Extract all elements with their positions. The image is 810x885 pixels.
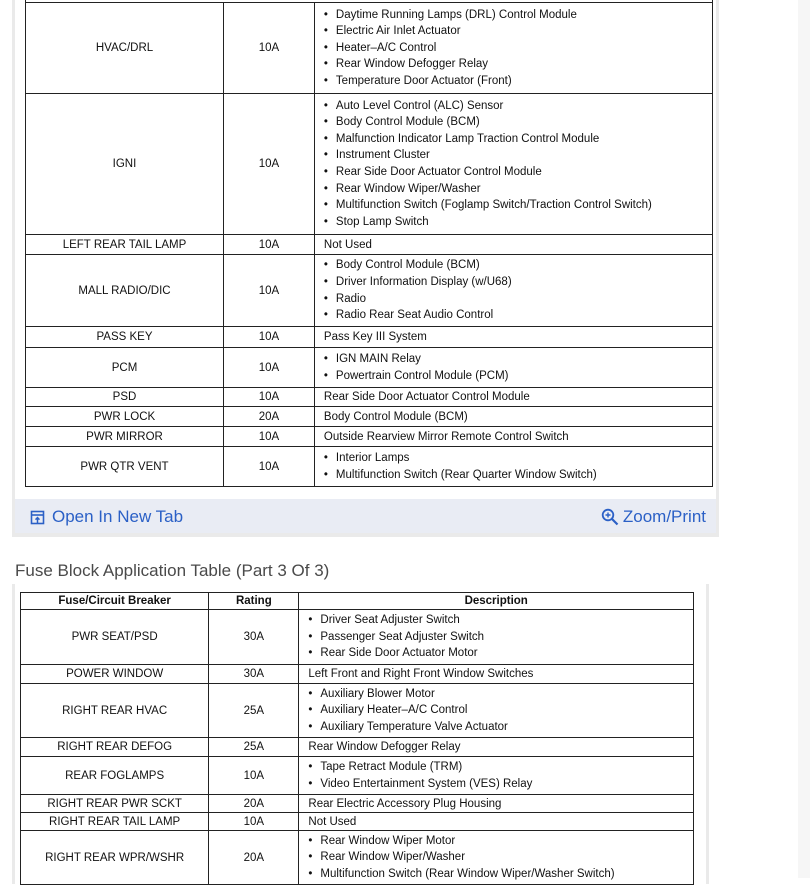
table-row <box>21 813 694 831</box>
zoom-print-link[interactable] <box>601 507 706 527</box>
fuse-rating: 30A <box>209 610 299 665</box>
list-item: • Temperature Door Actuator (Front) <box>324 73 712 90</box>
list-item: • Rear Window Wiper Motor <box>308 833 693 850</box>
fuse-description <box>314 255 712 327</box>
table-row <box>21 610 694 665</box>
fuse-table-part-2 <box>25 0 713 487</box>
list-item: • Electric Air Inlet Actuator <box>324 23 712 40</box>
fuse-table-part-3 <box>20 592 694 885</box>
table-row <box>21 684 694 738</box>
fuse-rating: 20A <box>209 795 299 813</box>
list-item: • Radio Rear Seat Audio Control <box>324 307 712 324</box>
fuse-table-body <box>26 0 713 487</box>
table-header <box>21 593 694 610</box>
fuse-name: RIGHT REAR DEFOG <box>21 738 209 757</box>
fuse-description <box>299 757 694 795</box>
fuse-name: PCM <box>26 348 224 388</box>
page-scrollbar[interactable] <box>798 0 810 878</box>
table-row <box>26 94 713 235</box>
list-item: • Multifunction Switch (Rear Quarter Window Switch) <box>324 467 712 484</box>
list-item: • Rear Side Door Actuator Motor <box>308 645 693 662</box>
list-item: • Stop Lamp Switch <box>324 214 712 231</box>
list-item: • Interior Lamps <box>324 450 712 467</box>
fuse-description <box>299 831 694 885</box>
fuse-description <box>314 94 712 235</box>
figure-card-part-3 <box>12 584 709 884</box>
column-header-description: Description <box>299 593 694 610</box>
fuse-name: REAR FOGLAMPS <box>21 757 209 795</box>
fuse-rating: 10A <box>224 235 315 255</box>
fuse-rating: 10A <box>224 327 315 348</box>
fuse-rating: 20A <box>209 831 299 885</box>
table-row <box>26 388 713 407</box>
list-item: • Powertrain Control Module (PCM) <box>324 368 712 385</box>
fuse-rating: 10A <box>224 427 315 447</box>
list-item: • Auxiliary Temperature Valve Actuator <box>308 719 693 736</box>
fuse-rating: 20A <box>224 407 315 427</box>
fuse-description: Rear Side Door Actuator Control Module <box>314 388 712 407</box>
fuse-name: MALL RADIO/DIC <box>26 255 224 327</box>
fuse-rating: 25A <box>209 684 299 738</box>
fuse-rating: 10A <box>209 757 299 795</box>
list-item: • Driver Seat Adjuster Switch <box>308 612 693 629</box>
fuse-rating: 10A <box>224 447 315 487</box>
figure-toolbar <box>15 499 716 533</box>
fuse-description: Outside Rearview Mirror Remote Control Switch <box>314 427 712 447</box>
fuse-name: RIGHT REAR HVAC <box>21 684 209 738</box>
table-row <box>26 348 713 388</box>
list-item: • Auxiliary Heater–A/C Control <box>308 702 693 719</box>
list-item: • Driver Information Display (w/U68) <box>324 274 712 291</box>
fuse-description: Pass Key III System <box>314 327 712 348</box>
list-item: • Malfunction Indicator Lamp Traction Control Module <box>324 131 712 148</box>
fuse-rating: 10A <box>209 813 299 831</box>
fuse-description: Not Used <box>314 235 712 255</box>
list-item: • Passenger Seat Adjuster Switch <box>308 629 693 646</box>
list-item: • Auto Level Control (ALC) Sensor <box>324 98 712 115</box>
list-item: • Multifunction Switch (Foglamp Switch/Traction Control Switch) <box>324 197 712 214</box>
open-in-new-tab-label: Open In New Tab <box>52 507 184 526</box>
table-row <box>21 665 694 684</box>
fuse-name: PASS KEY <box>26 327 224 348</box>
table-row <box>26 447 713 487</box>
fuse-description: Left Front and Right Front Window Switches <box>299 665 694 684</box>
fuse-table-body <box>21 610 694 885</box>
open-in-new-tab-link[interactable] <box>30 507 183 527</box>
fuse-name: LEFT REAR TAIL LAMP <box>26 235 224 255</box>
fuse-description <box>314 447 712 487</box>
list-item: • Auxiliary Blower Motor <box>308 686 693 703</box>
fuse-description: Rear Window Defogger Relay <box>299 738 694 757</box>
list-item: • Daytime Running Lamps (DRL) Control Module <box>324 7 712 24</box>
fuse-name: IGNI <box>26 94 224 235</box>
table-row <box>21 738 694 757</box>
list-item: • Multifunction Switch (Rear Window Wiper/Washer Switch) <box>308 866 693 883</box>
column-header-rating: Rating <box>209 593 299 610</box>
fuse-description <box>299 610 694 665</box>
table-row <box>26 427 713 447</box>
fuse-name: PSD <box>26 388 224 407</box>
list-item: • Rear Window Wiper/Washer <box>308 849 693 866</box>
fuse-rating: 10A <box>224 94 315 235</box>
fuse-name: RIGHT REAR TAIL LAMP <box>21 813 209 831</box>
list-item: • Rear Window Defogger Relay <box>324 56 712 73</box>
zoom-print-label: Zoom/Print <box>622 507 706 526</box>
fuse-description: Body Control Module (BCM) <box>314 407 712 427</box>
figure-caption: Fuse Block Application Table (Part 3 Of 3) <box>15 561 330 580</box>
fuse-name: RIGHT REAR PWR SCKT <box>21 795 209 813</box>
fuse-name: PWR QTR VENT <box>26 447 224 487</box>
list-item: • IGN MAIN Relay <box>324 351 712 368</box>
table-row <box>26 255 713 327</box>
figure-card-part-2 <box>12 0 719 537</box>
fuse-rating: 10A <box>224 3 315 94</box>
table-row <box>21 831 694 885</box>
fuse-rating: 30A <box>209 665 299 684</box>
fuse-description <box>314 3 712 94</box>
header-row <box>21 593 694 610</box>
list-item: • Rear Side Door Actuator Control Module <box>324 164 712 181</box>
zoom-icon <box>601 508 619 526</box>
fuse-rating: 10A <box>224 388 315 407</box>
list-item: • Rear Window Wiper/Washer <box>324 181 712 198</box>
list-item: • Body Control Module (BCM) <box>324 114 712 131</box>
table-row <box>21 757 694 795</box>
fuse-description <box>299 684 694 738</box>
column-header-fuse: Fuse/Circuit Breaker <box>21 593 209 610</box>
fuse-name: HVAC/DRL <box>26 3 224 94</box>
fuse-name: PWR MIRROR <box>26 427 224 447</box>
fuse-rating: 10A <box>224 348 315 388</box>
table-row <box>26 327 713 348</box>
list-item: • Instrument Cluster <box>324 147 712 164</box>
fuse-name: PWR SEAT/PSD <box>21 610 209 665</box>
open-in-new-tab-icon <box>30 510 45 525</box>
fuse-table-image-part-3 <box>15 584 706 884</box>
list-item: • Tape Retract Module (TRM) <box>308 759 693 776</box>
fuse-name: POWER WINDOW <box>21 665 209 684</box>
fuse-name: RIGHT REAR WPR/WSHR <box>21 831 209 885</box>
fuse-name: PWR LOCK <box>26 407 224 427</box>
fuse-rating: 10A <box>224 255 315 327</box>
list-item: • Video Entertainment System (VES) Relay <box>308 776 693 793</box>
fuse-description <box>314 348 712 388</box>
list-item: • Radio <box>324 291 712 308</box>
fuse-rating: 25A <box>209 738 299 757</box>
fuse-table-image-part-2 <box>15 0 716 499</box>
table-row <box>26 235 713 255</box>
list-item: • Body Control Module (BCM) <box>324 257 712 274</box>
table-row <box>26 407 713 427</box>
table-row <box>21 795 694 813</box>
table-row <box>26 3 713 94</box>
list-item: • Heater–A/C Control <box>324 40 712 57</box>
fuse-description: Not Used <box>299 813 694 831</box>
fuse-description: Rear Electric Accessory Plug Housing <box>299 795 694 813</box>
